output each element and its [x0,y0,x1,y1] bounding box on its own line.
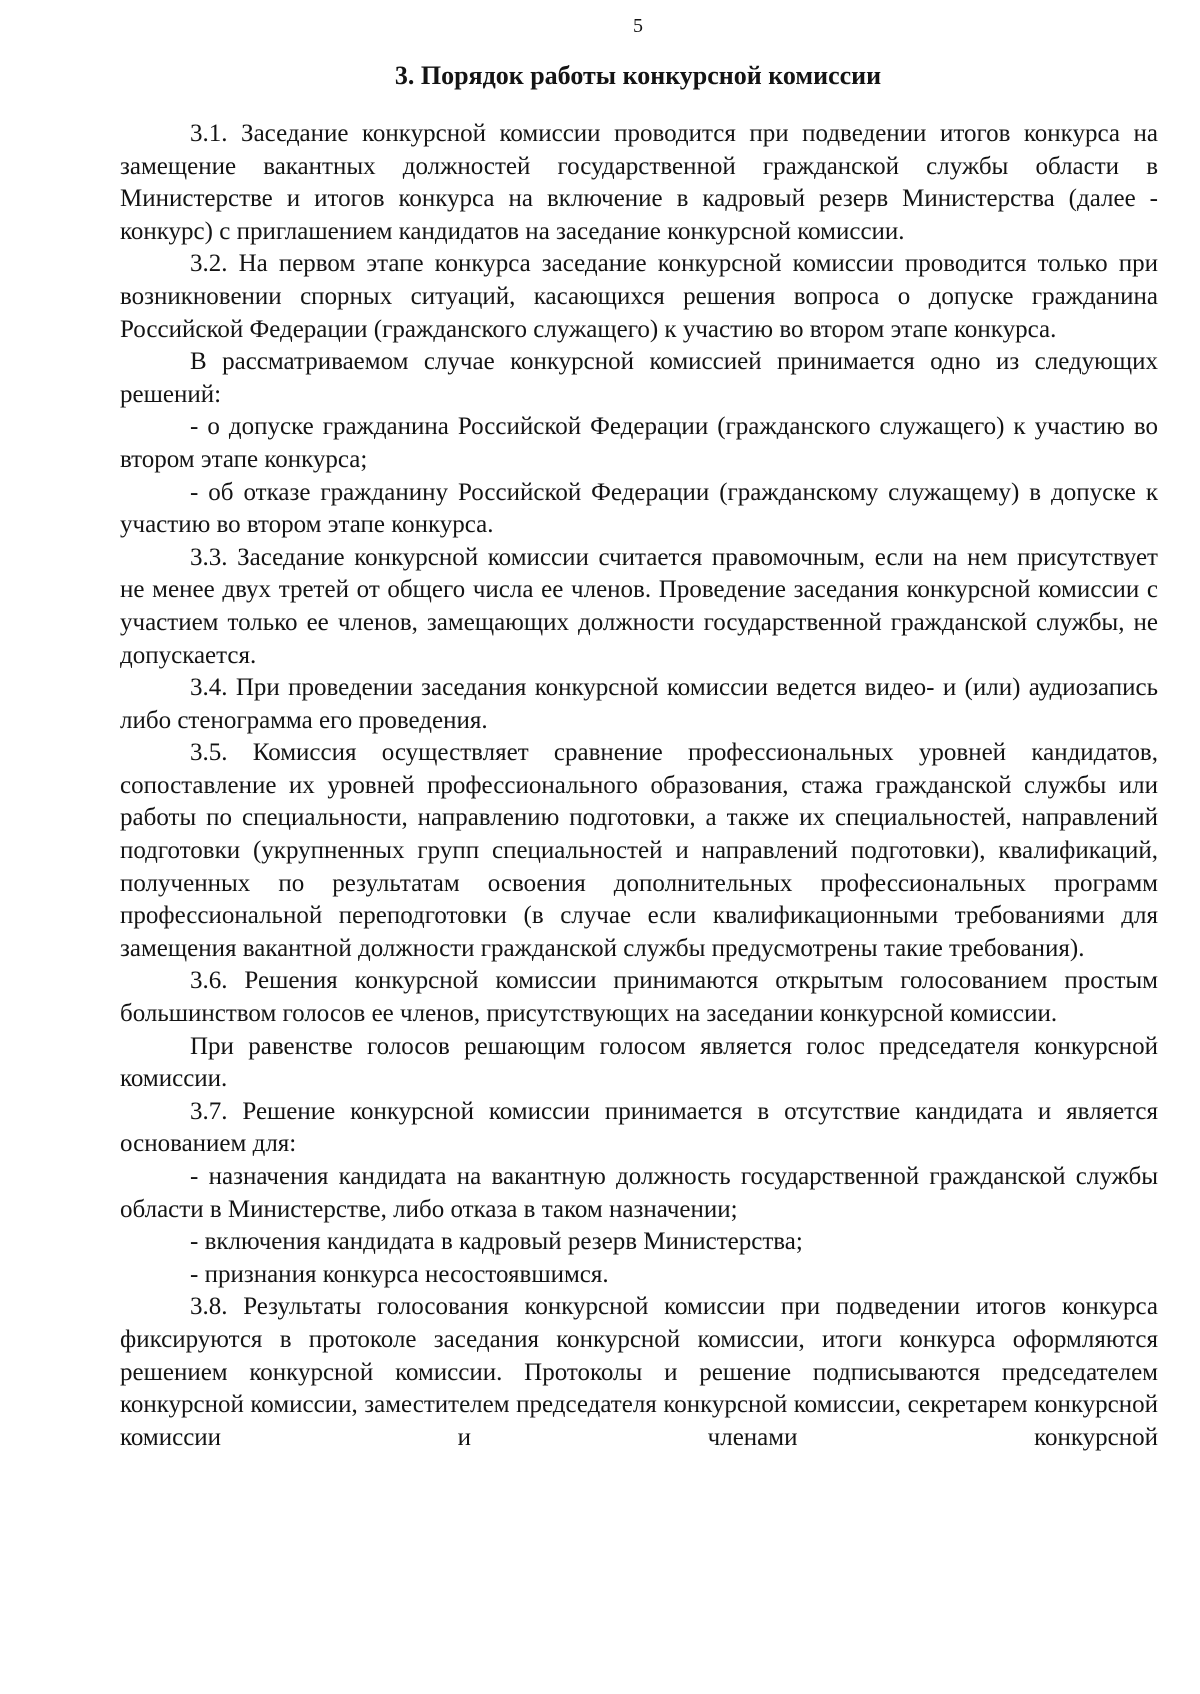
list-item-failed: - признания конкурса несостоявшимся. [190,1260,609,1288]
paragraph-3-3: 3.3. Заседание конкурсной комиссии считается правомочным, если на нем присутствует не менее двух третей от общего числа ее членов. Проведение заседания конкурсной комиссии с участием только ее членов, замещающих должности государственной гражданской службы, не допускается. [120,543,1158,669]
paragraph-3-4: 3.4. При проведении заседания конкурсной комиссии ведется видео- и (или) аудиозапись либо стенограмма его проведения. [120,674,1158,734]
paragraph-3-7: 3.7. Решение конкурсной комиссии принимается в отсутствие кандидата и является основанием для: [120,1097,1158,1158]
list-item-reserve: - включения кандидата в кадровый резерв Министерства; [190,1228,803,1256]
paragraph-3-1: 3.1. Заседание конкурсной комиссии проводится при подведении итогов конкурса на замещение вакантных должностей государственной гражданской службы области в Министерстве и итогов конкурса на включение в кадровый резерв Министерства (далее - конкурс) с приглашением кандидатов на заседание конкурсной комиссии. [120,120,1158,245]
body-text [120,118,1158,1454]
list-item-refusal: - об отказе гражданину Российской Федерации (гражданскому служащему) в допуске к участию во втором этапе конкурса. [120,478,1158,539]
paragraph-3-5: 3.5. Комиссия осуществляет сравнение профессиональных уровней кандидатов, сопоставление их уровней профессионального образования, стажа гражданской службы или работы по специальности, направлению подготовки, а также их специальностей, направлений подготовки (укрупненных групп специальностей и направлений подготовки), квалификаций, полученных по результатам освоения дополнительных профессиональных программ профессиональной переподготовки (в случае если квалификационными требованиями для замещения вакантной должности гражданской службы предусмотрены такие требования). [120,739,1158,962]
paragraph-3-2: 3.2. На первом этапе конкурса заседание конкурсной комиссии проводится только при возникновении спорных ситуаций, касающихся решения вопроса о допуске гражданина Российской Федерации (гражданского служащего) к участию во втором этапе конкурса. [120,250,1158,343]
list-item-appointment: - назначения кандидата на вакантную должность государственной гражданской службы области в Министерстве, либо отказа в таком назначении; [120,1163,1158,1223]
page-number: 5 [633,15,643,37]
list-item-admission: - о допуске гражданина Российской Федерации (гражданского служащего) к участию во втором этапе конкурса; [120,413,1158,473]
section-title: 3. Порядок работы конкурсной комиссии [394,61,882,90]
paragraph-3-8: 3.8. Результаты голосования конкурсной комиссии при подведении итогов конкурса фиксируются в протоколе заседания конкурсной комиссии, итоги конкурса оформляются решением конкурсной комиссии. Протоколы и решение подписываются председателем конкурсной комиссии, заместителем председателя конкурсной комиссии, секретарем конкурсной комиссии и членами конкурсной [120,1293,1158,1451]
paragraph-3-6-tie: При равенстве голосов решающим голосом является голос председателя конкурсной комиссии. [120,1032,1158,1093]
paragraph-3-2-case: В рассматриваемом случае конкурсной комиссией принимается одно из следующих решений: [120,348,1158,408]
paragraph-3-6: 3.6. Решения конкурсной комиссии принимаются открытым голосованием простым большинством голосов ее членов, присутствующих на заседании конкурсной комиссии. [120,967,1158,1028]
